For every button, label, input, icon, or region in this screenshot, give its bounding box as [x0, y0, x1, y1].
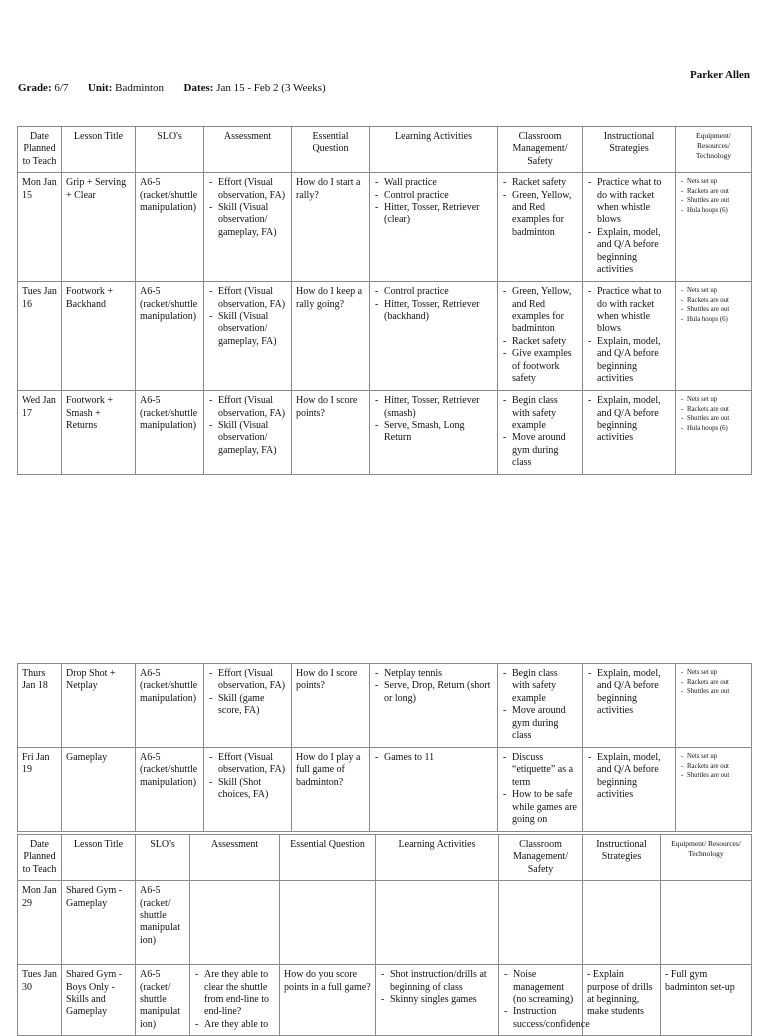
assessment-cell: [204, 748, 292, 832]
slo-cell: A6-5 (racket/shuttle manipulation): [136, 282, 204, 391]
question-cell: How do I score points?: [292, 391, 370, 474]
date-cell: Fri Jan 19: [18, 748, 62, 832]
management-cell: [498, 173, 583, 282]
list-item: - Effort (Visual observation, FA): [208, 395, 287, 420]
table-row: [18, 173, 752, 282]
equipment-cell: [676, 748, 752, 832]
slo-cell: A6-5 (racket/shuttle manipulation): [136, 173, 204, 282]
col-header: Lesson Title: [62, 127, 136, 173]
management-cell: [498, 391, 583, 474]
activities-cell: [376, 965, 499, 1036]
col-header: Instructional Strategies: [583, 127, 676, 173]
date-cell: Tues Jan 16: [18, 282, 62, 391]
list-item: - Shuttles are out: [680, 771, 747, 781]
list-item: - Rackets are out: [680, 296, 747, 306]
date-cell: Thurs Jan 18: [18, 664, 62, 748]
date-cell: Mon Jan 15: [18, 173, 62, 282]
list-item: - Effort (Visual observation, FA): [208, 752, 287, 777]
date-cell: Wed Jan 17: [18, 391, 62, 474]
list-item: - Serve, Drop, Return (short or long): [374, 680, 493, 705]
strategies-cell: [583, 881, 661, 965]
list-item: - Instruction success/confidence: [503, 1006, 578, 1031]
slo-cell: A6-5 (racket/shuttle manipulation): [136, 391, 204, 474]
list-item: - Effort (Visual observation, FA): [208, 177, 287, 202]
date-cell: Mon Jan 29: [18, 881, 62, 965]
strategies-cell: [583, 391, 676, 474]
list-item: - Skill (Visual observation/ gameplay, FA): [208, 420, 287, 457]
list-item: - Rackets are out: [680, 187, 747, 197]
management-cell: [499, 881, 583, 965]
slo-cell: A6-5 (racket/shuttle manipulation): [136, 664, 204, 748]
list-item: - Control practice: [374, 286, 493, 298]
activities-cell: [376, 881, 499, 965]
list-item: - Practice what to do with racket when whistle blows: [587, 177, 671, 227]
list-item: - Nets set up: [680, 668, 747, 678]
lesson-title-cell: Footwork + Smash + Returns: [62, 391, 136, 474]
list-item: - Explain, model, and Q/A before beginning activities: [587, 752, 671, 802]
list-item: - Discuss “etiquette” as a term: [502, 752, 578, 789]
list-item: - Hitter, Tosser, Retriever (backhand): [374, 299, 493, 324]
list-item: - Hula hoops (6): [680, 424, 747, 434]
list-item: - Give examples of footwork safety: [502, 348, 578, 385]
col-header: Essential Question: [280, 835, 376, 881]
list-item: - Hula hoops (6): [680, 315, 747, 325]
lesson-title-cell: Shared Gym - Boys Only - Skills and Gameplay: [62, 965, 136, 1036]
activities-cell: [370, 748, 498, 832]
list-item: - Shot instruction/drills at beginning of class: [380, 969, 494, 994]
table-header-row: [18, 127, 752, 173]
table-row: [18, 282, 752, 391]
lesson-table-week-3: [17, 834, 752, 1036]
lesson-title-cell: Shared Gym - Gameplay: [62, 881, 136, 965]
col-header: SLO's: [136, 835, 190, 881]
assessment-cell: [204, 391, 292, 474]
equipment-cell: [676, 173, 752, 282]
list-item: - Begin class with safety example: [502, 668, 578, 705]
col-header: Classroom Management/ Safety: [499, 835, 583, 881]
table-row: [18, 881, 752, 965]
list-item: - Serve, Smash, Long Return: [374, 420, 493, 445]
question-cell: How do I keep a rally going?: [292, 282, 370, 391]
list-item: - Racket safety: [502, 336, 578, 348]
question-cell: [280, 881, 376, 965]
activities-cell: [370, 173, 498, 282]
assessment-cell: [204, 173, 292, 282]
list-item: - Explain, model, and Q/A before beginning activities: [587, 336, 671, 386]
list-item: - Skinny singles games: [380, 994, 494, 1006]
question-cell: How do I score points?: [292, 664, 370, 748]
author-name: Parker Allen: [690, 69, 750, 81]
question-cell: How do you score points in a full game?: [280, 965, 376, 1036]
management-cell: [498, 282, 583, 391]
list-item: - Move around gym during class: [502, 432, 578, 469]
list-item: - Hula hoops (6): [680, 206, 747, 216]
list-item: - Control practice: [374, 190, 493, 202]
question-cell: How do I play a full game of badminton?: [292, 748, 370, 832]
list-item: - Skill (game score, FA): [208, 693, 287, 718]
assessment-cell: [204, 282, 292, 391]
management-cell: [498, 664, 583, 748]
list-item: - Begin class with safety example: [502, 395, 578, 432]
strategies-cell: [583, 173, 676, 282]
col-header: Date Planned to Teach: [18, 127, 62, 173]
list-item: - Move around gym during class: [502, 705, 578, 742]
lesson-table-week-1: [17, 126, 752, 475]
list-item: - Explain, model, and Q/A before beginning activities: [587, 227, 671, 277]
slo-cell: A6-5 (racket/ shuttle manipulat ion): [136, 881, 190, 965]
lesson-title-cell: Footwork + Backhand: [62, 282, 136, 391]
list-item: - Rackets are out: [680, 762, 747, 772]
lesson-table-week-1-continued: [17, 663, 752, 832]
table-row: [18, 965, 752, 1036]
list-item: - Green, Yellow, and Red examples for badminton: [502, 286, 578, 336]
equipment-cell: [676, 664, 752, 748]
list-item: - Practice what to do with racket when whistle blows: [587, 286, 671, 336]
unit-label: Unit:: [87, 82, 113, 94]
list-item: - Rackets are out: [680, 405, 747, 415]
assessment-cell: [190, 965, 280, 1036]
grade-label: Grade:: [18, 82, 52, 94]
strategies-cell: [583, 282, 676, 391]
list-item: - Effort (Visual observation, FA): [208, 286, 287, 311]
list-item: - Rackets are out: [680, 678, 747, 688]
col-header: SLO's: [136, 127, 204, 173]
assessment-cell: [190, 881, 280, 965]
unit-info: [18, 82, 326, 94]
list-item: - Are they able to clear the shuttle from end-line to end-line?: [194, 969, 275, 1019]
question-cell: How do I start a rally?: [292, 173, 370, 282]
management-cell: [499, 965, 590, 1036]
col-header: Assessment: [190, 835, 280, 881]
list-item: - Nets set up: [680, 286, 747, 296]
list-item: - Skill (Visual observation/ gameplay, FA): [208, 311, 287, 348]
col-header: Learning Activities: [370, 127, 498, 173]
management-cell: [498, 748, 583, 832]
equipment-cell: [676, 282, 752, 391]
lesson-title-cell: Grip + Serving + Clear: [62, 173, 136, 282]
list-item: - Shuttles are out: [680, 414, 747, 424]
activities-cell: [370, 282, 498, 391]
col-header: Classroom Management/ Safety: [498, 127, 583, 173]
date-cell: Tues Jan 30: [18, 965, 62, 1036]
col-header: Essential Question: [292, 127, 370, 173]
list-item: - How to be safe while games are going on: [502, 789, 578, 826]
list-item: - Shuttles are out: [680, 687, 747, 697]
list-item: - Effort (Visual observation, FA): [208, 668, 287, 693]
col-header: Assessment: [204, 127, 292, 173]
list-item: - Netplay tennis: [374, 668, 493, 680]
equipment-cell: [676, 391, 752, 474]
list-item: - Nets set up: [680, 177, 747, 187]
table-row: [18, 748, 752, 832]
list-item: - Shuttles are out: [680, 196, 747, 206]
list-item: - Racket safety: [502, 177, 578, 189]
list-item: - Nets set up: [680, 752, 747, 762]
lesson-title-cell: Gameplay: [62, 748, 136, 832]
list-item: - Nets set up: [680, 395, 747, 405]
table-row: [18, 664, 752, 748]
strategies-cell: - Explain purpose of drills at beginning, make students: [583, 965, 661, 1036]
grade-value: 6/7: [54, 82, 69, 94]
slo-cell: A6-5 (racket/ shuttle manipulat ion): [136, 965, 190, 1036]
col-header: Instructional Strategies: [583, 835, 661, 881]
unit-value: Badminton: [115, 82, 165, 94]
strategies-cell: [583, 748, 676, 832]
list-item: - Noise management (no screaming): [503, 969, 578, 1006]
col-header: Date Planned to Teach: [18, 835, 62, 881]
list-item: - Games to 11: [374, 752, 493, 764]
list-item: - Shuttles are out: [680, 305, 747, 315]
col-header: Equipment/ Resources/ Technology: [676, 127, 752, 173]
equipment-cell: [661, 881, 752, 965]
slo-cell: A6-5 (racket/shuttle manipulation): [136, 748, 204, 832]
activities-cell: [370, 664, 498, 748]
assessment-cell: [204, 664, 292, 748]
dates-label: Dates:: [183, 82, 214, 94]
list-item: - Skill (Shot choices, FA): [208, 777, 287, 802]
table-header-row: [18, 835, 752, 881]
list-item: - Hitter, Tosser, Retriever (clear): [374, 202, 493, 227]
table-row: [18, 391, 752, 474]
lesson-title-cell: Drop Shot + Netplay: [62, 664, 136, 748]
dates-value: Jan 15 - Feb 2 (3 Weeks): [216, 82, 326, 94]
list-item: - Are they able to: [194, 1019, 275, 1031]
list-item: - Skill (Visual observation/ gameplay, FA): [208, 202, 287, 239]
strategies-cell: [583, 664, 676, 748]
list-item: - Explain, model, and Q/A before beginning activities: [587, 668, 671, 718]
list-item: - Hitter, Tosser, Retriever (smash): [374, 395, 493, 420]
col-header: Lesson Title: [62, 835, 136, 881]
col-header: Learning Activities: [376, 835, 499, 881]
list-item: - Wall practice: [374, 177, 493, 189]
list-item: - Green, Yellow, and Red examples for badminton: [502, 190, 578, 240]
activities-cell: [370, 391, 498, 474]
equipment-cell: - Full gym badminton set-up: [661, 965, 752, 1036]
col-header: Equipment/ Resources/ Technology: [661, 835, 752, 881]
list-item: - Explain, model, and Q/A before beginning activities: [587, 395, 671, 445]
